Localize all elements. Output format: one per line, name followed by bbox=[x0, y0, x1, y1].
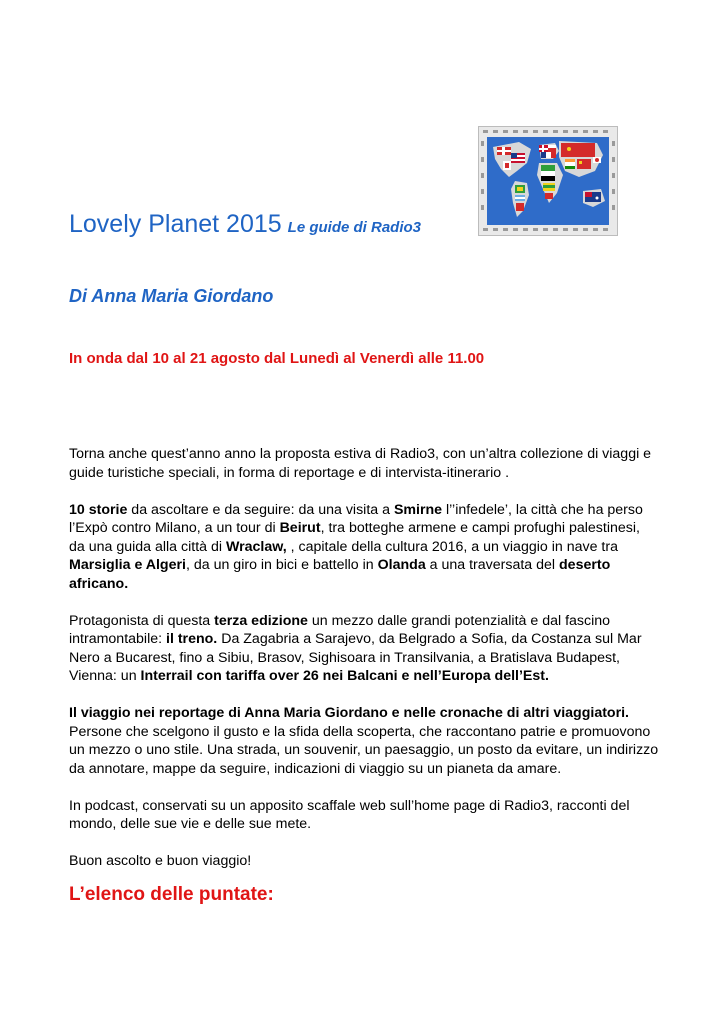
text-run: In podcast, conservati su un apposito scaffale web sull’home page di Radio3, racconti del mondo, delle sue vie e delle sue mete. bbox=[69, 797, 630, 832]
bold-run: Marsiglia e Algeri bbox=[69, 557, 186, 573]
paragraph-intro bbox=[69, 445, 659, 482]
title-subtitle: Le guide di Radio3 bbox=[287, 219, 422, 236]
bold-run: Il viaggio nei reportage di Anna Maria Giordano e nelle cronache di altri viaggiatori. bbox=[69, 705, 630, 721]
paragraph-reportage bbox=[69, 704, 659, 778]
text-run: a una traversata del bbox=[425, 557, 560, 573]
text-run: Persone che scelgono il gusto e la sfida della scoperta, che raccontano patrie e promuovono un mezzo o uno stile. Una strada, un souvenir, un paesaggio, un posto da evitare, un indirizzo da annotare, mappe da seguire, indicazioni di viaggio su un pianeta da amare. bbox=[69, 723, 659, 777]
page-title bbox=[69, 210, 421, 239]
text-run: Torna anche quest’anno anno la proposta estiva di Radio3, con un’altra collezione di viaggi e guide turistiche speciali, in forma di reportage e di intervista-itinerario . bbox=[69, 446, 652, 481]
bold-run: 10 storie bbox=[69, 501, 128, 518]
bold-run: Smirne bbox=[393, 501, 443, 518]
paragraph-train bbox=[69, 612, 659, 686]
episodes-heading: L’elenco delle puntate: bbox=[69, 884, 274, 905]
author-line: Di Anna Maria Giordano bbox=[69, 286, 274, 306]
text-run: l’’infedele’, la città che ha perso l’Expò contro Milano, a un tour di bbox=[69, 501, 643, 536]
flag-world-map-icon bbox=[479, 127, 617, 235]
bold-run: il treno. bbox=[166, 631, 218, 647]
text-run: , tra botteghe armene e campi profughi palestinesi, da una guida alla città di bbox=[69, 520, 640, 555]
text-run: da ascoltare e da seguire: da una visita a bbox=[127, 501, 394, 518]
text-run: Buon ascolto e buon viaggio! bbox=[69, 853, 252, 869]
bold-run: Olanda bbox=[377, 557, 426, 573]
broadcast-schedule: In onda dal 10 al 21 agosto dal Lunedì al Venerdì alle 11.00 bbox=[69, 350, 485, 367]
paragraph-podcast bbox=[69, 797, 659, 834]
bold-run: Interrail con tariffa over 26 nei Balcani e nell’Europa dell’Est. bbox=[140, 668, 549, 684]
text-run: , capitale della cultura 2016, a un viaggio in nave tra bbox=[286, 538, 618, 555]
flag-world-map-image bbox=[478, 126, 618, 236]
bold-run: deserto africano. bbox=[69, 557, 611, 592]
title-text: Lovely Planet 2015 bbox=[69, 210, 282, 238]
bold-run: Wraclaw, bbox=[225, 538, 287, 555]
paragraph-closing bbox=[69, 852, 659, 871]
text-run: Protagonista di questa bbox=[69, 612, 215, 629]
article-body bbox=[69, 445, 659, 889]
text-run: un mezzo dalle grandi potenzialità e dal fascino intramontabile: bbox=[69, 612, 611, 647]
paragraph-stories bbox=[69, 501, 659, 594]
bold-run: Beirut bbox=[279, 520, 321, 536]
text-run: , da un giro in bici e battello in bbox=[185, 557, 378, 573]
text-run: Da Zagabria a Sarajevo, da Belgrado a Sofia, da Costanza sul Mar Nero a Bucarest, fino a Sibiu, Brasov, Sighisoara in Transilvania, a Bratislava Budapest, Vienna: un bbox=[69, 631, 642, 684]
bold-run: terza edizione bbox=[214, 612, 308, 629]
